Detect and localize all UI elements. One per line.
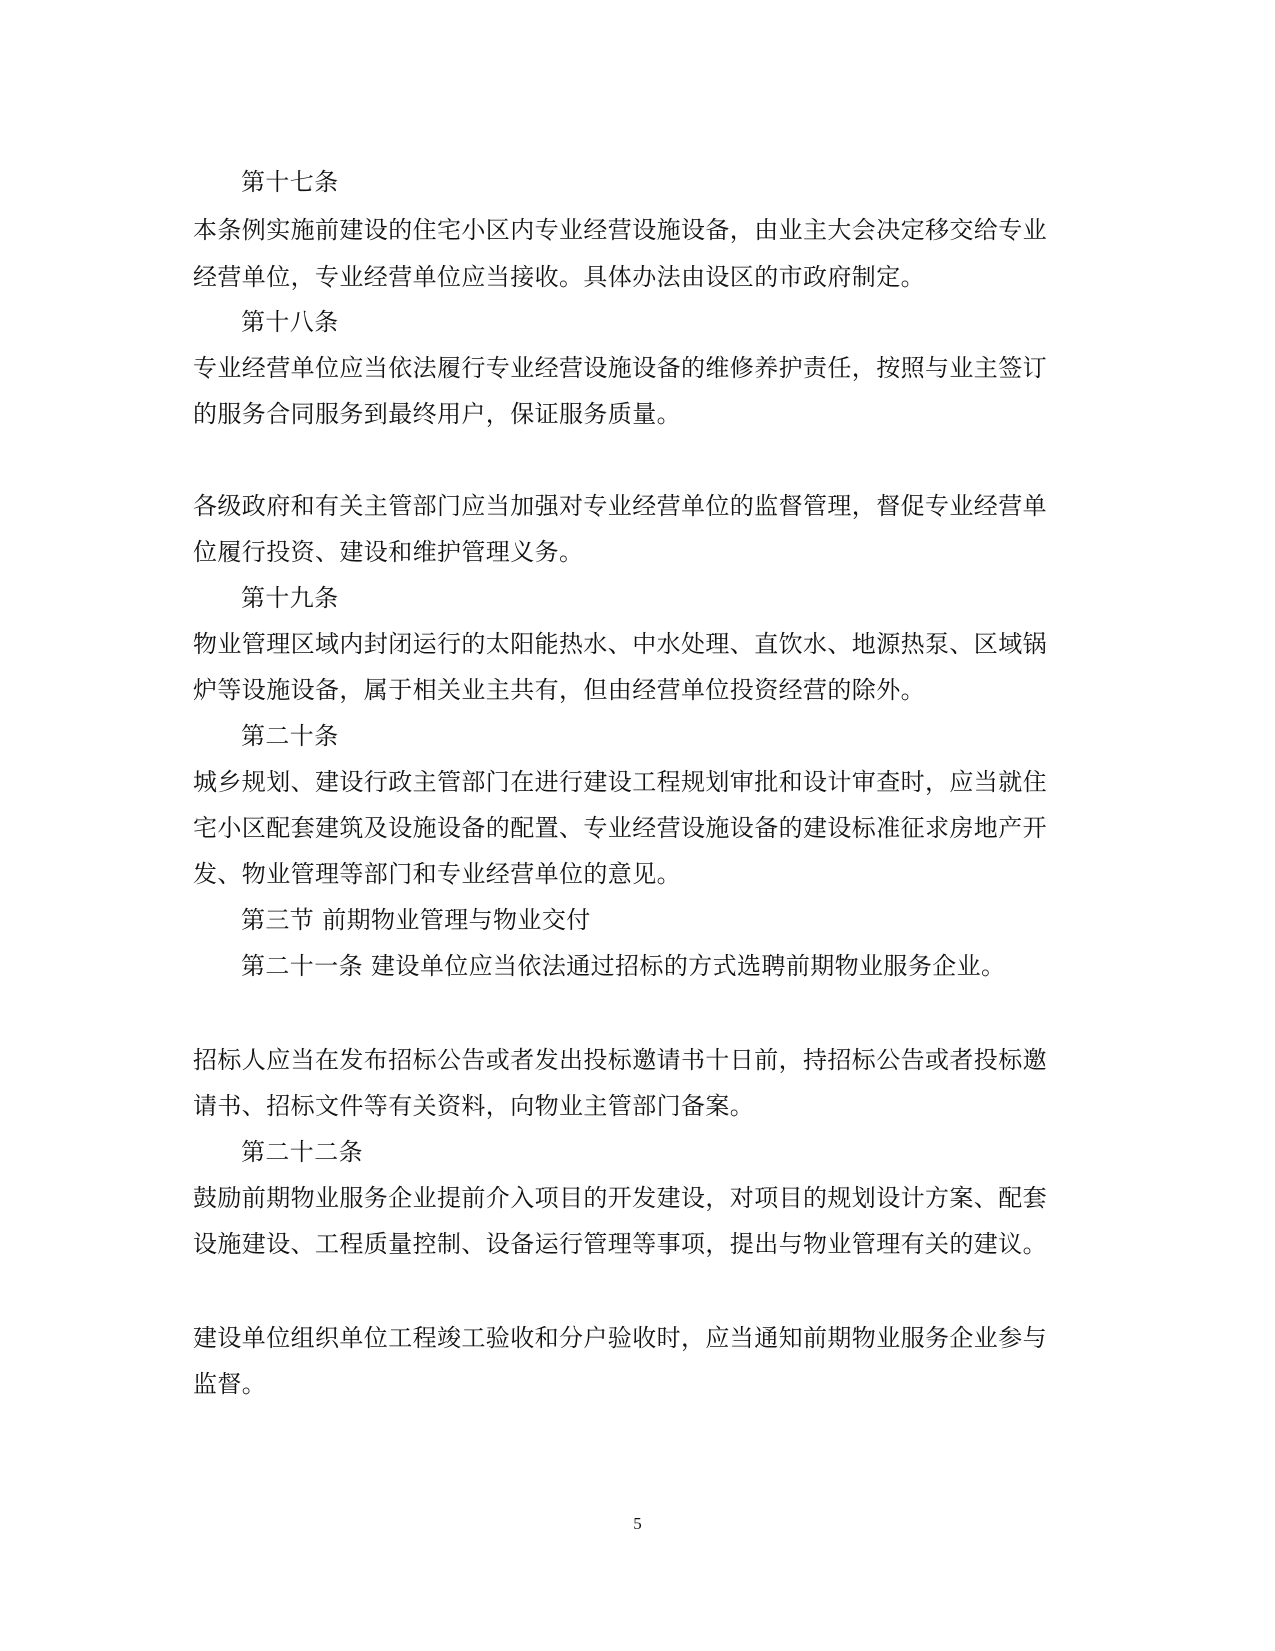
paragraph-line: 城乡规划、建设行政主管部门在进行建设工程规划审批和设计审查时，应当就住 bbox=[193, 768, 1047, 796]
paragraph-line: 炉等设施设备，属于相关业主共有，但由经营单位投资经营的除外。 bbox=[193, 676, 925, 704]
article-20-heading: 第二十条 bbox=[241, 722, 339, 750]
paragraph-line: 专业经营单位应当依法履行专业经营设施设备的维修养护责任，按照与业主签订 bbox=[193, 354, 1047, 382]
paragraph-line: 经营单位，专业经营单位应当接收。具体办法由设区的市政府制定。 bbox=[193, 263, 925, 291]
article-22-heading: 第二十二条 bbox=[241, 1138, 363, 1166]
paragraph-line: 建设单位组织单位工程竣工验收和分户验收时，应当通知前期物业服务企业参与 bbox=[193, 1324, 1047, 1352]
paragraph-line: 本条例实施前建设的住宅小区内专业经营设施设备，由业主大会决定移交给专业 bbox=[193, 216, 1047, 244]
article-17-heading: 第十七条 bbox=[241, 168, 339, 196]
page-number: 5 bbox=[633, 1514, 642, 1533]
paragraph-line: 的服务合同服务到最终用户，保证服务质量。 bbox=[193, 400, 681, 428]
paragraph-line: 招标人应当在发布招标公告或者发出投标邀请书十日前，持招标公告或者投标邀 bbox=[193, 1046, 1047, 1074]
paragraph-line: 位履行投资、建设和维护管理义务。 bbox=[193, 538, 584, 566]
paragraph-line: 发、物业管理等部门和专业经营单位的意见。 bbox=[193, 860, 681, 888]
article-21-heading: 第二十一条 建设单位应当依法通过招标的方式选聘前期物业服务企业。 bbox=[241, 952, 1006, 980]
article-19-heading: 第十九条 bbox=[241, 584, 339, 612]
section-3-heading: 第三节 前期物业管理与物业交付 bbox=[241, 906, 591, 934]
paragraph-line: 设施建设、工程质量控制、设备运行管理等事项，提出与物业管理有关的建议。 bbox=[193, 1230, 1047, 1258]
paragraph-line: 宅小区配套建筑及设施设备的配置、专业经营设施设备的建设标准征求房地产开 bbox=[193, 814, 1047, 842]
article-18-heading: 第十八条 bbox=[241, 308, 339, 336]
paragraph-line: 监督。 bbox=[193, 1370, 267, 1398]
paragraph-line: 各级政府和有关主管部门应当加强对专业经营单位的监督管理，督促专业经营单 bbox=[193, 492, 1047, 520]
paragraph-line: 鼓励前期物业服务企业提前介入项目的开发建设，对项目的规划设计方案、配套 bbox=[193, 1184, 1047, 1212]
paragraph-line: 物业管理区域内封闭运行的太阳能热水、中水处理、直饮水、地源热泵、区域锅 bbox=[193, 630, 1047, 658]
paragraph-line: 请书、招标文件等有关资料，向物业主管部门备案。 bbox=[193, 1092, 755, 1120]
